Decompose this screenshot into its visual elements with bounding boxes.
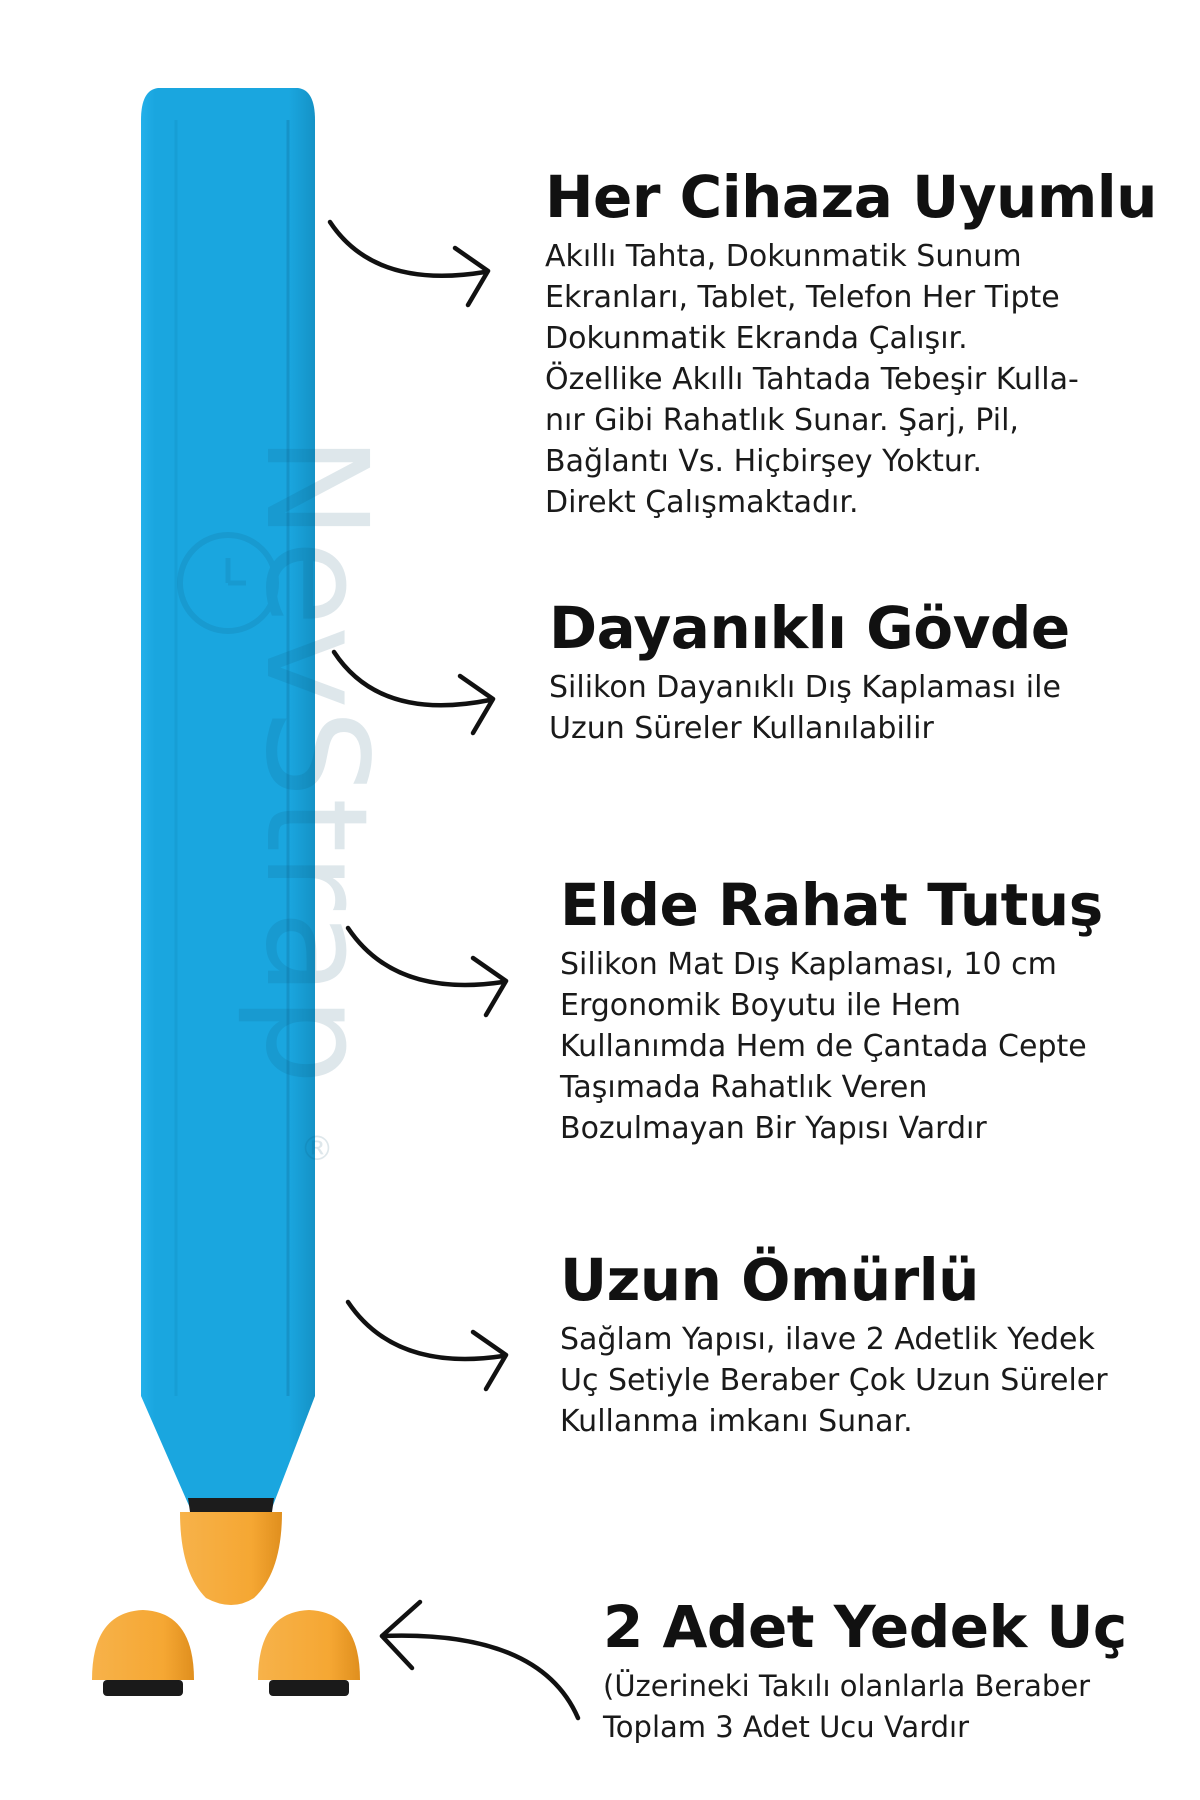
spare-tip [92,1610,194,1696]
feature-description: Silikon Mat Dış Kaplaması, 10 cm Ergonomik Boyutu ile Hem Kullanımda Hem de Çantada Cepte Taşımada Rahatlık Veren Bozulmayan Bir Yapısı Vardır [560,947,1087,1146]
registered-mark: ® [300,1129,334,1169]
feature-title: 2 Adet Yedek Uç [603,1593,1127,1661]
feature-description: Akıllı Tahta, Dokunmatik Sunum Ekranları, Tablet, Telefon Her Tipte Dokunmatik Ekranda Çalışır. Özellike Akıllı Tahtada Tebeşir Kulla- nır Gibi Rahatlık Sunar. Şarj, Pil, Bağlantı Vs. Hiçbirşey Yoktur. Direkt Çalışmaktadır. [545,239,1079,520]
feature-title: Uzun Ömürlü [560,1246,979,1314]
feature-comfortable-grip [560,870,1180,1149]
feature-spare-tips [603,1592,1193,1748]
feature-title: Dayanıklı Gövde [549,594,1070,662]
feature-title: Her Cihaza Uyumlu [545,163,1157,231]
pen-tip [180,1512,282,1605]
feature-description: (Üzerineki Takılı olanlarla Beraber Toplam 3 Adet Ucu Vardır [603,1669,1091,1744]
pen-collar [188,1498,274,1512]
spare-tip [258,1610,360,1696]
arrow-icon [330,222,488,305]
watermark-text: NevStrap [234,435,397,1085]
feature-long-life [560,1245,1180,1442]
feature-title: Elde Rahat Tutuş [560,871,1103,939]
arrow-icon [348,1302,506,1389]
feature-description: Silikon Dayanıklı Dış Kaplaması ile Uzun Süreler Kullanılabilir [549,670,1061,746]
feature-compatibility [545,162,1165,523]
feature-durable-body [549,593,1169,749]
arrow-icon [382,1602,578,1718]
feature-description: Sağlam Yapısı, ilave 2 Adetlik Yedek Uç Setiyle Beraber Çok Uzun Süreler Kullanma imkanı Sunar. [560,1322,1108,1439]
